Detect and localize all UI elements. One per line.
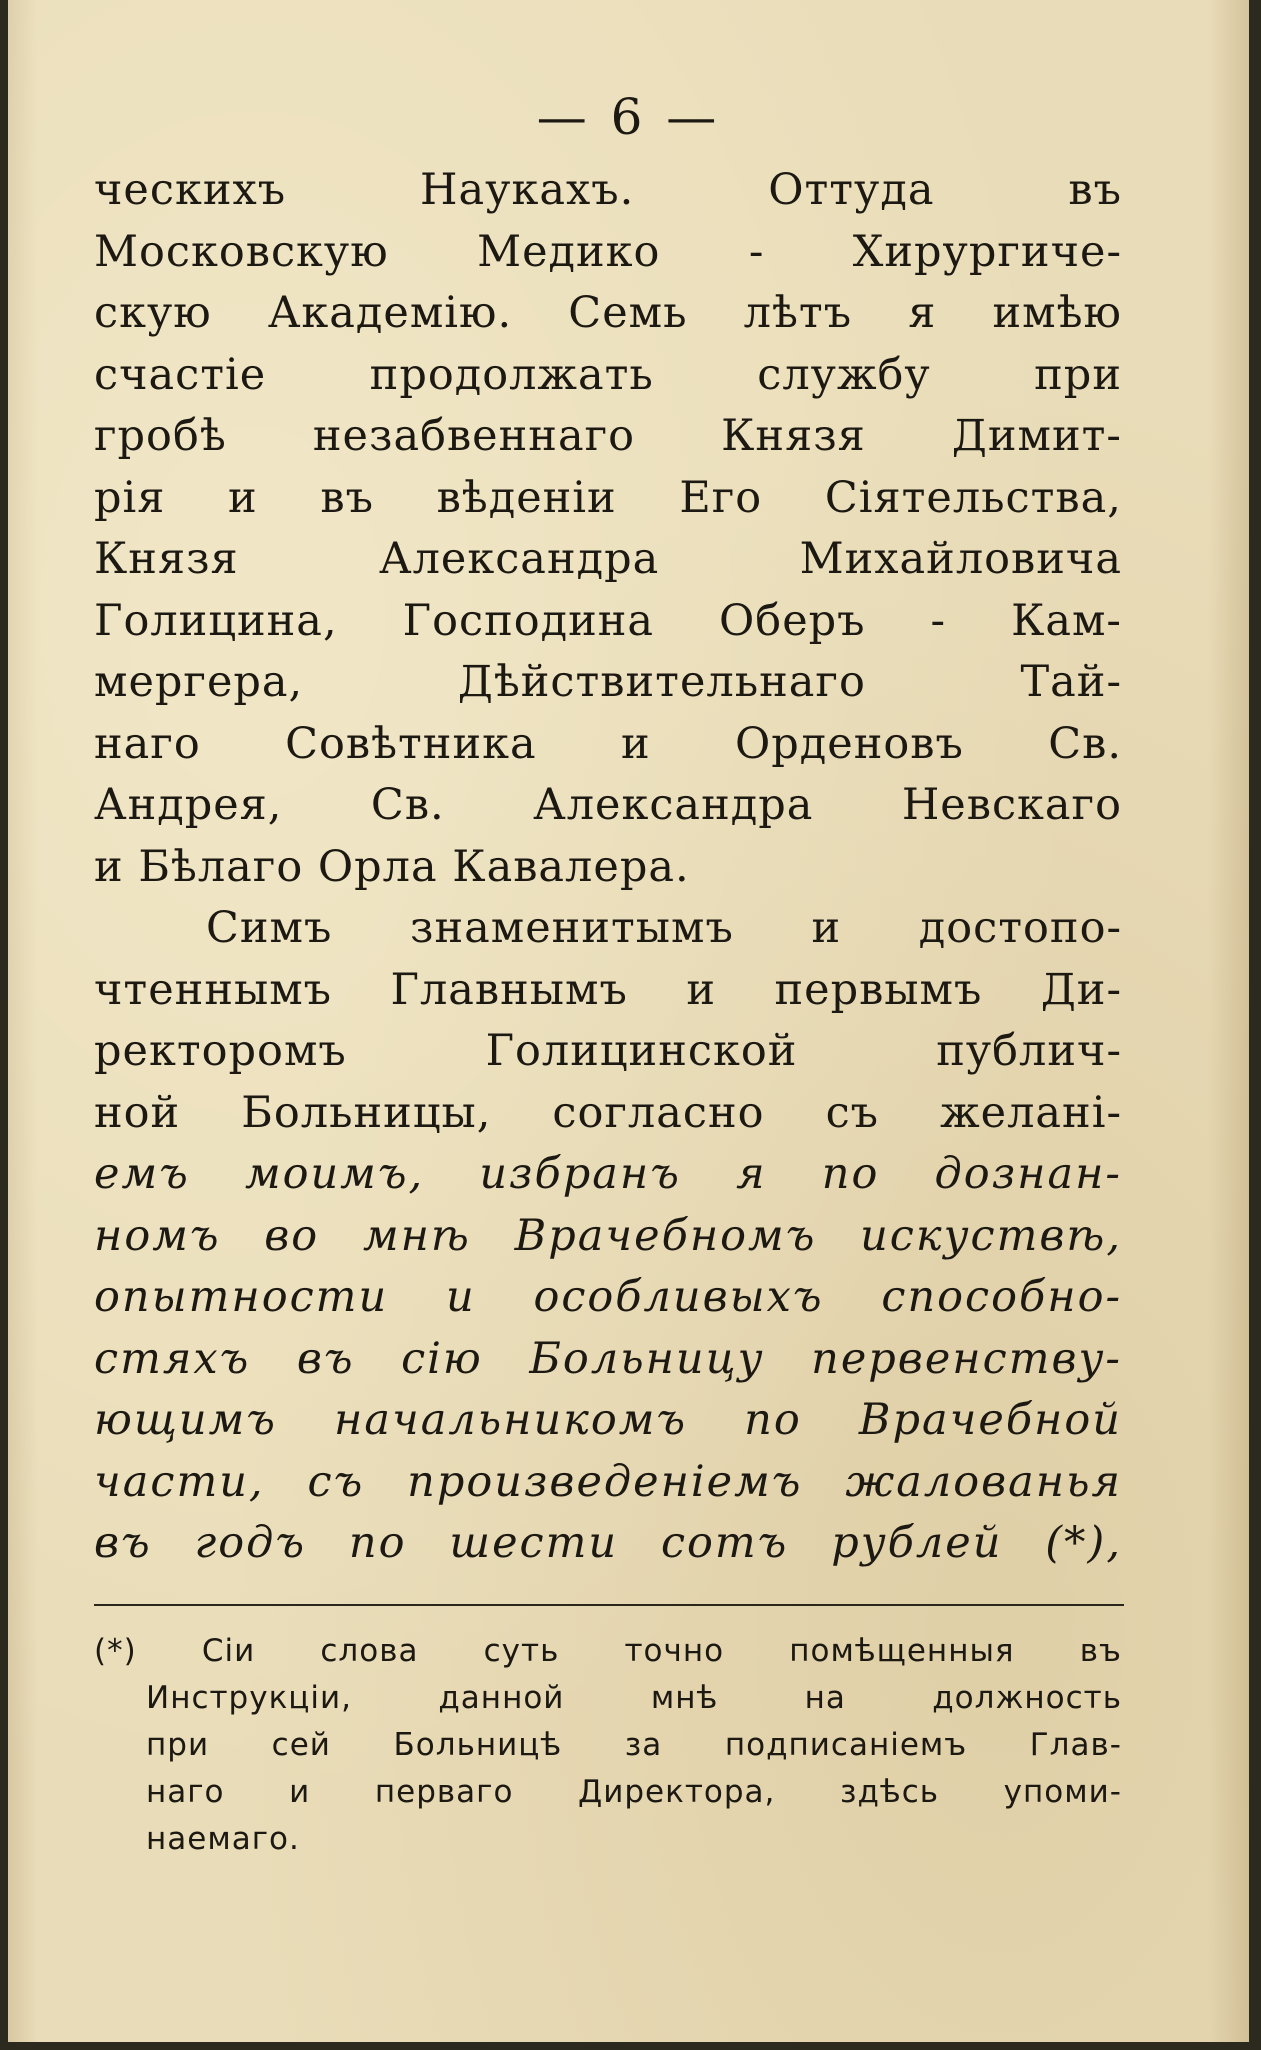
word: скую [94, 288, 212, 338]
word: Его [679, 472, 763, 523]
word: Дѣйствительнаго [457, 657, 866, 707]
word: мергера, [94, 657, 304, 707]
text-line-italic [94, 1267, 1122, 1329]
word: и [620, 718, 651, 769]
word: ректоромъ [94, 1026, 347, 1076]
word: Оттуда [768, 165, 935, 215]
word: опытности [94, 1272, 389, 1322]
word: сотъ [660, 1518, 789, 1568]
word: Академію. [267, 288, 513, 338]
word: службу [757, 349, 931, 400]
word: сію [401, 1333, 483, 1384]
word: точно [624, 1633, 725, 1669]
word: Сіи [201, 1633, 256, 1669]
body-text [94, 160, 1122, 1575]
word: годъ [194, 1518, 307, 1568]
word: - [930, 595, 947, 646]
word: емъ [94, 1149, 190, 1199]
text-line [94, 406, 1122, 468]
word: Инструкціи, [146, 1680, 353, 1716]
word: желані- [940, 1087, 1122, 1138]
word: рія [94, 472, 166, 523]
word: Голицинской [485, 1026, 798, 1076]
word: Андрея, [94, 780, 283, 830]
word: Московскую [94, 226, 389, 277]
text-line [94, 714, 1122, 776]
word: наго [146, 1774, 225, 1810]
word: шести [449, 1518, 619, 1568]
word: части, [94, 1456, 265, 1507]
word: сей [271, 1727, 331, 1763]
footnote-line: наемаго. [146, 1821, 300, 1857]
word: способно- [881, 1272, 1122, 1322]
word: первымъ [774, 964, 983, 1015]
word: и [811, 903, 842, 953]
word: Больницѣ [393, 1727, 563, 1763]
word: Тай- [1020, 657, 1122, 707]
word: - [748, 226, 765, 277]
word: данной [438, 1680, 565, 1716]
word: мнѣ [362, 1210, 471, 1261]
word: Михайловича [799, 534, 1122, 584]
word: Орденовъ [735, 718, 964, 769]
word: лѣтъ [743, 288, 853, 338]
word: моимъ, [244, 1149, 425, 1199]
word: избранъ [479, 1149, 681, 1199]
word: во [264, 1210, 320, 1261]
text-line-italic [94, 1390, 1122, 1452]
word: вѣденіи [436, 472, 617, 523]
word: (*), [1045, 1518, 1122, 1568]
text-line-italic [94, 1206, 1122, 1268]
word: суть [483, 1633, 560, 1669]
word: Больницы, [241, 1087, 492, 1138]
word: жалованья [845, 1456, 1122, 1507]
word: и [228, 472, 258, 523]
word: Врачебномъ [514, 1210, 817, 1261]
footnote-divider [94, 1604, 1124, 1606]
word: знаменитымъ [410, 903, 734, 953]
word: я [736, 1149, 767, 1199]
footnote [94, 1628, 1122, 1863]
word: Голицина, [94, 595, 338, 646]
word: Директора, [578, 1774, 776, 1810]
word: согласно [552, 1087, 765, 1138]
text-line [94, 898, 1122, 960]
word: въ [94, 1518, 152, 1568]
word: Совѣтника [285, 718, 537, 769]
text-line [94, 345, 1122, 407]
word: рублей [831, 1518, 1003, 1568]
word: первенству- [811, 1333, 1122, 1384]
text-line [94, 652, 1122, 714]
word: счастіе [94, 349, 267, 400]
word: съ [825, 1087, 880, 1138]
word: въ [296, 1333, 355, 1384]
word: Св. [1048, 718, 1122, 769]
word: Князя [721, 411, 866, 461]
word: ной [94, 1087, 181, 1138]
word: искуствѣ, [860, 1210, 1122, 1261]
word: Господина [402, 595, 655, 646]
word: незабвеннаго [312, 411, 636, 461]
word: ческихъ [94, 165, 287, 215]
word: имѣю [992, 288, 1122, 338]
word: Св. [370, 780, 445, 830]
word: при [1034, 349, 1122, 400]
word: Ди- [1040, 964, 1122, 1015]
text-line-italic [94, 1144, 1122, 1206]
word: публич- [936, 1026, 1122, 1076]
word: помѣщенныя [789, 1633, 1015, 1669]
word: и [445, 1272, 476, 1322]
word: наго [94, 718, 201, 769]
word: достопо- [918, 903, 1122, 953]
word: слова [320, 1633, 419, 1669]
word: продолжать [369, 349, 654, 400]
word: Князя [94, 534, 239, 584]
word: чтеннымъ [94, 964, 333, 1015]
word: съ [307, 1456, 365, 1507]
word: здѣсь [840, 1774, 940, 1810]
word: я [908, 288, 937, 338]
word: ющимъ [94, 1395, 277, 1445]
word: Александра [533, 780, 814, 830]
text-line [94, 283, 1122, 345]
text-line [94, 775, 1122, 837]
word: на [804, 1680, 846, 1716]
word: Димит- [951, 411, 1122, 461]
word: въ [1068, 165, 1122, 215]
word: должность [932, 1680, 1122, 1716]
word: и [686, 964, 716, 1015]
word: Сіятельства, [824, 472, 1122, 523]
word: особливыхъ [533, 1272, 824, 1322]
word: Александра [379, 534, 660, 584]
text-line [94, 1083, 1122, 1145]
footnote-line [94, 1675, 1122, 1722]
word: Наукахъ. [420, 165, 635, 215]
word: Больницу [529, 1333, 765, 1384]
word: Глав- [1029, 1727, 1122, 1763]
word: гробѣ [94, 411, 227, 461]
text-line-italic [94, 1329, 1122, 1391]
text-line [94, 591, 1122, 653]
word: Хирургиче- [852, 226, 1122, 277]
word: начальникомъ [334, 1395, 688, 1445]
text-line [94, 960, 1122, 1022]
text-line [94, 468, 1122, 530]
text-line-italic [94, 1452, 1122, 1514]
word: перваго [374, 1774, 514, 1810]
footnote-line [94, 1628, 1122, 1675]
word: за [624, 1727, 663, 1763]
text-line [94, 529, 1122, 591]
page-number: — 6 — [536, 88, 721, 146]
word: стяхъ [94, 1333, 251, 1384]
text-line [94, 160, 1122, 222]
word: подписаніемъ [724, 1727, 968, 1763]
word: Семь [568, 288, 688, 338]
book-page [8, 0, 1249, 2042]
text-line-italic [94, 1513, 1122, 1575]
text-line [94, 1021, 1122, 1083]
word: по [821, 1149, 880, 1199]
word: Главнымъ [390, 964, 628, 1015]
footnote-line [94, 1722, 1122, 1769]
word: произведеніемъ [407, 1456, 803, 1507]
word: Невскаго [901, 780, 1122, 830]
word: въ [320, 472, 374, 523]
word: Кам- [1011, 595, 1122, 646]
text-line: и Бѣлаго Орла Кавалера. [94, 841, 690, 892]
word: Медико [477, 226, 661, 277]
word: въ [1079, 1633, 1122, 1669]
footnote-line [94, 1769, 1122, 1816]
word: номъ [94, 1210, 221, 1261]
text-line [94, 222, 1122, 284]
word: Симъ [206, 903, 333, 953]
word: и [289, 1774, 311, 1810]
word: дознан- [934, 1149, 1122, 1199]
word: Оберъ [719, 595, 866, 646]
word: (*) [94, 1633, 137, 1669]
word: упоми- [1003, 1774, 1122, 1810]
word: по [744, 1395, 802, 1445]
word: при [146, 1727, 210, 1763]
word: Врачебной [858, 1395, 1122, 1445]
word: мнѣ [650, 1680, 719, 1716]
word: по [348, 1518, 407, 1568]
